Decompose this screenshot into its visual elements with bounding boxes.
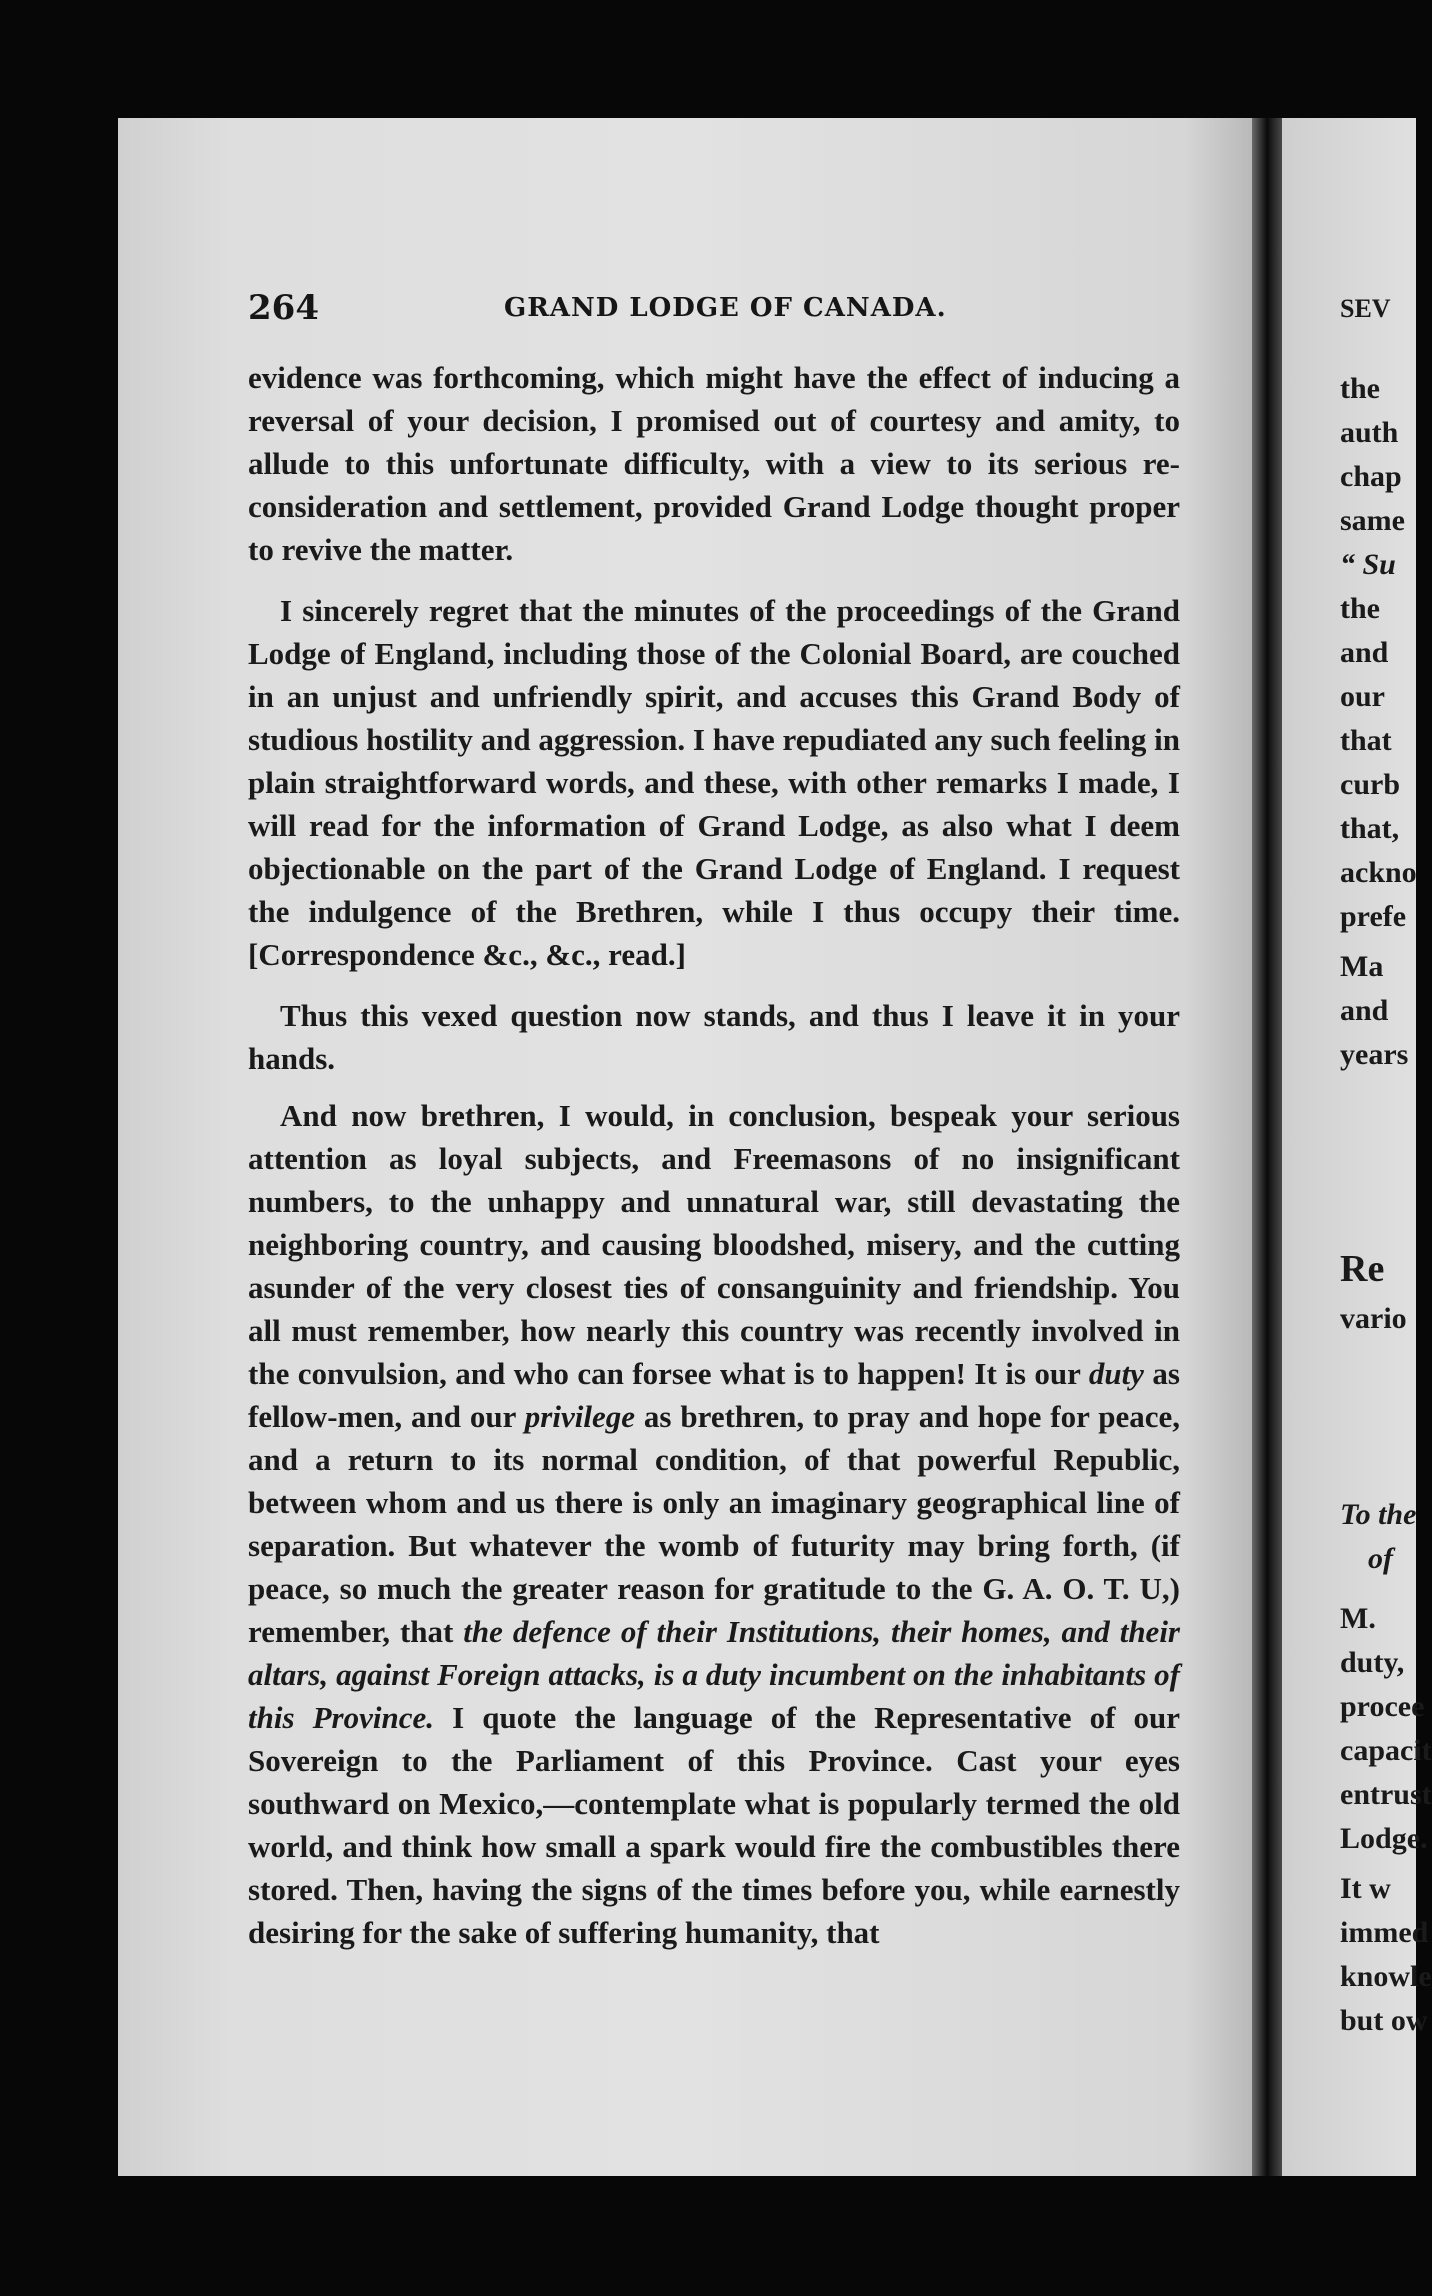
right-page-header: SEV xyxy=(1340,294,1391,323)
paragraph-continuation: evidence was forthcoming, which might have the effect of inducing a reversal of your decision, I promised out of courtesy and amity, to allude to this unfortunate difficulty, with a view to its serious re-consideration and settlement, provided Grand Lodge thought proper to revive the matter. xyxy=(248,360,1180,567)
right-page-line: To the xyxy=(1340,1498,1417,1531)
right-page-line: the xyxy=(1340,592,1380,625)
right-page-line: of xyxy=(1368,1542,1393,1575)
right-page-line: that, xyxy=(1340,812,1400,845)
right-page-line: M. xyxy=(1340,1602,1376,1635)
right-page-line: prefe xyxy=(1340,900,1407,933)
italic-quotation: the defence of their Institutions, their homes, and their altars, against Foreign attacks, is a duty incumbent on the inhabitants of this Province. xyxy=(248,1614,1180,1735)
right-page-heading: Re xyxy=(1340,1248,1385,1290)
right-page-line: the xyxy=(1340,372,1380,405)
right-page-line: years xyxy=(1340,1038,1409,1071)
right-page-line: It w xyxy=(1340,1872,1391,1905)
paragraph-grand-lodge-england: I sincerely regret that the minutes of the proceedings of the Grand Lodge of England, including those of the Colonial Board, are couched in an unjust and unfriendly spirit, and accuses this Grand Body of studious hostility and aggression. I have repudiated any such feeling in plain straightforward words, and these, with other remarks I made, I will read for the information of Grand Lodge, as also what I deem objectionable on the part of the Grand Lodge of England. I request the indulgence of the Brethren, while I thus occupy their time. [Correspondence &c., &c., read.] xyxy=(248,593,1180,972)
text-run: as brethren, to pray and hope for peace, and a return to its normal condition, of that powerful Republic, between whom and us there is only an imaginary geographical line of separation. But whatever the womb of futurity may bring forth, (if peace, so much the greater reason for gratitude to the G. A. O. T. U,) remember, that xyxy=(248,1399,1180,1649)
text-run: And now brethren, I would, in conclusion, bespeak your serious attention as loyal subjects, and Freemasons of no insignificant numbers, to the unhappy and unnatural war, still devastating the neighboring country, and causing bloodshed, misery, and the cutting asunder of the very closest ties of consanguinity and friendship. You all must remember, how nearly this country was recently involved in the convulsion, and who can forsee what is to happen! It is our xyxy=(248,1098,1180,1391)
right-page-line: procee xyxy=(1340,1690,1425,1723)
right-page-line: and xyxy=(1340,994,1389,1027)
right-page-line: vario xyxy=(1340,1302,1407,1335)
right-page-line: same xyxy=(1340,504,1405,537)
right-page-line: immed xyxy=(1340,1916,1429,1949)
right-page-line: auth xyxy=(1340,416,1399,449)
text-run: as fellow-men, and our xyxy=(248,1356,1180,1434)
right-page-line: duty, xyxy=(1340,1646,1405,1679)
paragraph-vexed-question: Thus this vexed question now stands, and thus I leave it in your hands. xyxy=(248,998,1180,1076)
italic-privilege: privilege xyxy=(524,1399,635,1434)
paragraph-conclusion xyxy=(248,1094,1180,1954)
right-page-line: that xyxy=(1340,724,1392,757)
right-page-line: chap xyxy=(1340,460,1402,493)
right-page-line: ackno xyxy=(1340,856,1417,889)
right-page-line: entrust xyxy=(1340,1778,1432,1811)
page-body xyxy=(248,356,1180,1972)
right-page-text xyxy=(1340,288,1432,2088)
running-title: GRAND LODGE OF CANADA. xyxy=(504,293,947,323)
right-page-line: our xyxy=(1340,680,1385,713)
right-page-line: curb xyxy=(1340,768,1400,801)
page-number: 264 xyxy=(248,288,319,328)
right-page-line: Ma xyxy=(1340,950,1384,983)
italic-duty: duty xyxy=(1088,1356,1144,1391)
right-page-line: but ow xyxy=(1340,2004,1428,2037)
right-page-line: knowle xyxy=(1340,1960,1432,1993)
book-gutter xyxy=(1252,118,1282,2176)
right-page-line: capacit xyxy=(1340,1734,1432,1767)
text-run: I quote the language of the Representative of our Sovereign to the Parliament of this Province. Cast your eyes southward on Mexico,—contemplate what is popularly termed the old world, and think how small a spark would fire the combustibles there stored. Then, having the signs of the times before you, while earnestly desiring for the sake of suffering humanity, that xyxy=(248,1700,1180,1950)
right-page-line: and xyxy=(1340,636,1389,669)
right-page-line: “ Su xyxy=(1340,548,1396,581)
right-page-line: Lodge. xyxy=(1340,1822,1428,1855)
